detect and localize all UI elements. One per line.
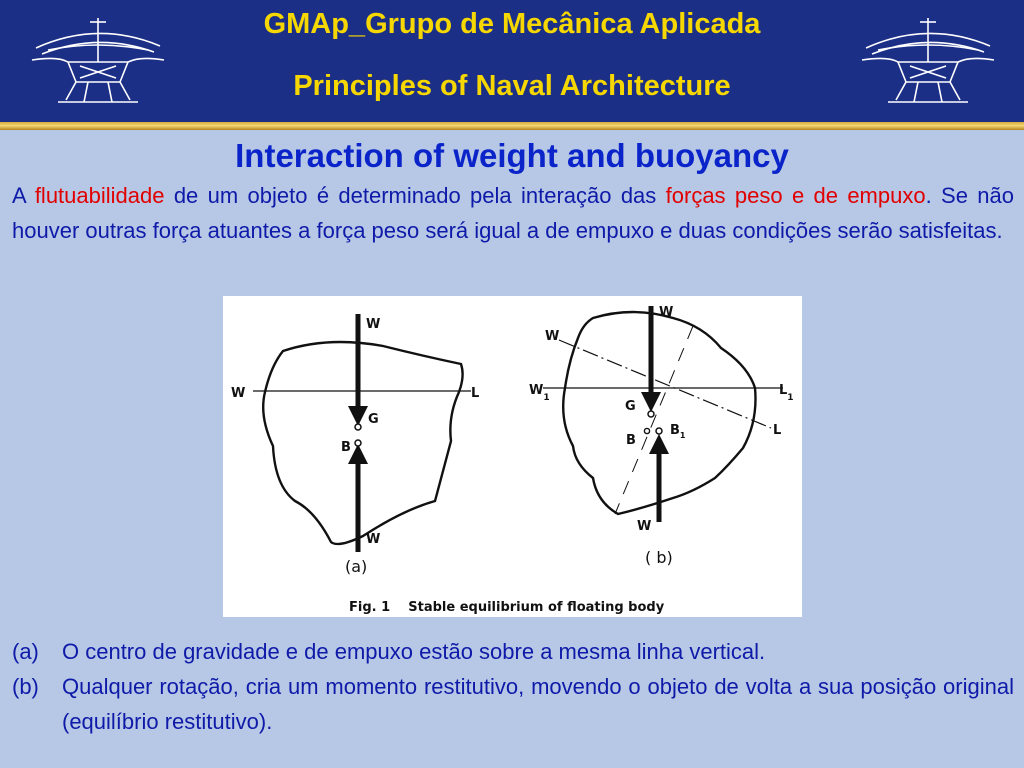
list-item [12,634,1014,669]
label-g-a: G [368,412,379,427]
center-of-buoyancy-b1 [656,428,662,434]
label-b1-b: $B_1$ [670,423,686,440]
label-w-bottom-a: W [366,532,381,547]
inclined-waterline-b [559,340,771,428]
list-item [12,669,1014,739]
helicopter-sketch-icon [858,10,998,110]
tilted-centerline-b [615,326,693,514]
label-w-left-a: W [231,386,246,401]
list-marker: (a) [12,639,39,664]
label-l-b: L [773,423,782,438]
label-w-bottom-b: W [637,519,652,534]
intro-text: . Se não houver outras força atuantes a força peso será igual a de empuxo e duas condições serão satisfeitas. [12,183,1015,243]
header-divider [0,122,1024,130]
panel-label-b: ( b) [645,548,673,567]
label-w1-b: $W_1$ [529,383,550,403]
label-g-b: G [625,399,636,414]
label-w-top-b: W [659,305,674,320]
list-item-text: Qualquer rotação, cria um momento restitutivo, movendo o objeto de volta a sua posição original (equilíbrio restitutivo). [62,674,1014,734]
header-subtitle: Principles of Naval Architecture [293,70,731,102]
center-of-buoyancy-a [355,440,361,446]
intro-paragraph [12,178,1014,248]
center-of-buoyancy-b [644,428,649,433]
figure-caption: Fig. 1 Stable equilibrium of floating body [349,600,665,615]
label-w-top-a: W [366,317,381,332]
label-l1-b: $L_1$ [779,383,794,403]
slide-title: Interaction of weight and buoyancy [235,137,789,174]
intro-highlight: flutuabilidade [34,183,165,208]
header-title: GMAp_Grupo de Mecânica Aplicada [263,8,761,40]
intro-text: de um objeto é determinado pela interação das [164,183,666,208]
center-of-gravity-b [648,411,654,417]
label-l-right-a: L [471,386,480,401]
panel-label-a: (a) [345,557,368,576]
intro-highlight: forças peso e de empuxo [665,183,926,208]
list-marker: (b) [12,674,39,699]
figure-drawing [223,296,802,617]
intro-text: A [12,183,35,208]
label-b-a: B [341,440,351,455]
center-of-gravity-a [355,424,361,430]
label-b-b: B [626,433,636,448]
helicopter-sketch-icon [28,10,168,110]
header-banner [0,0,1024,122]
list-item-text: O centro de gravidade e de empuxo estão sobre a mesma linha vertical. [62,639,766,664]
label-w-tilt-b: W [545,329,560,344]
hull-outline-a [263,342,462,544]
conditions-list [12,634,1014,739]
slide-body [0,130,1024,768]
equilibrium-figure [223,296,802,617]
